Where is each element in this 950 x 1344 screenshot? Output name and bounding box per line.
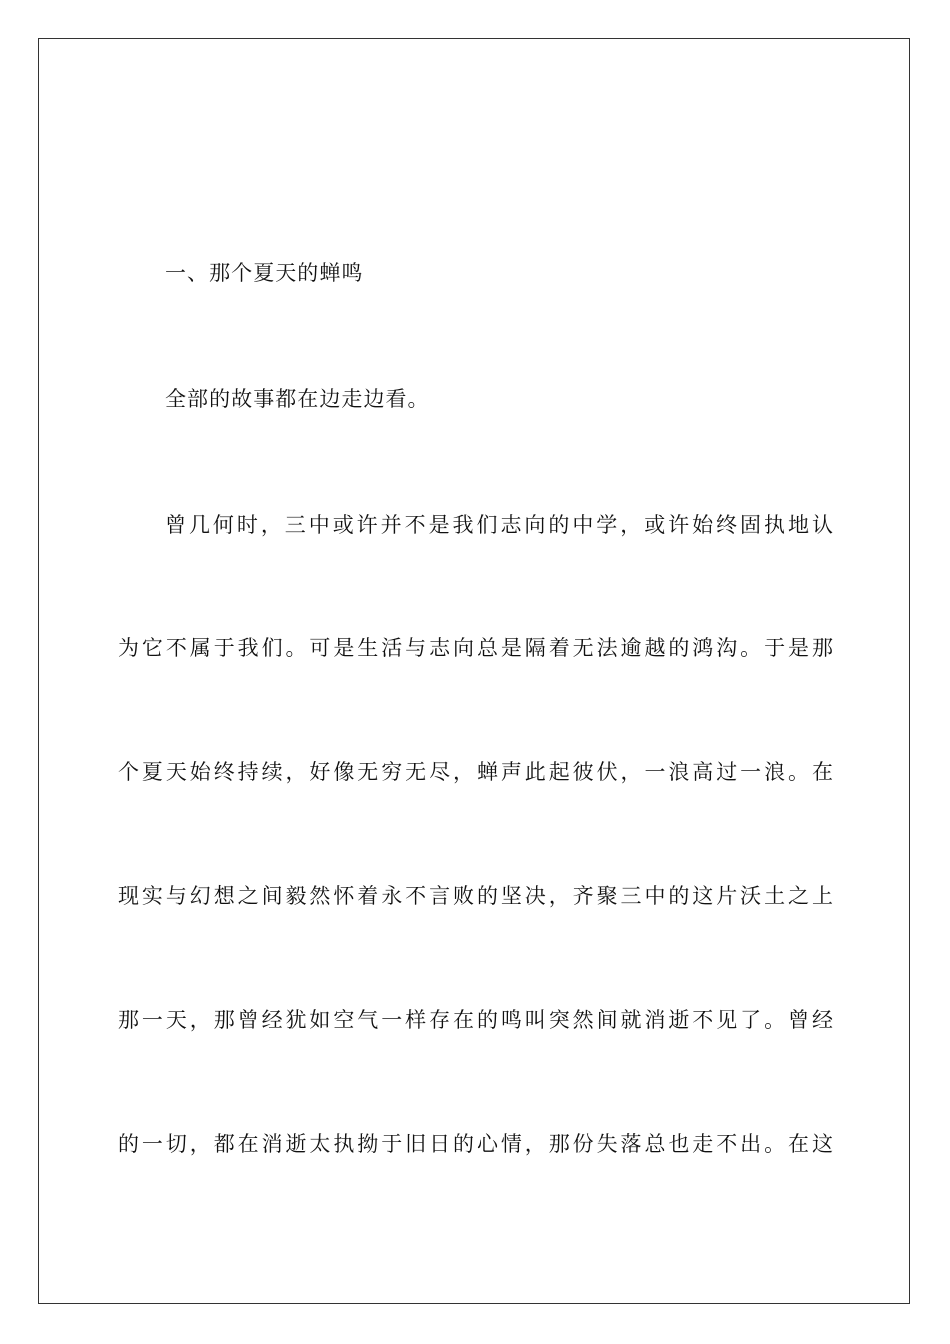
paragraph-line-1: 曾几何时，三中或许并不是我们志向的中学，或许始终固执地认: [165, 513, 834, 537]
paragraph-line-4: 现实与幻想之间毅然怀着永不言败的坚决，齐聚三中的这片沃土之上: [118, 884, 834, 908]
section-heading: 一、那个夏天的蝉鸣: [165, 261, 364, 285]
paragraph-line-2: 为它不属于我们。可是生活与志向总是隔着无法逾越的鸿沟。于是那: [118, 636, 834, 660]
paragraph-line-6: 的一切，都在消逝太执拗于旧日的心情，那份失落总也走不出。在这: [118, 1132, 834, 1156]
paragraph-line-5: 那一天，那曾经犹如空气一样存在的鸣叫突然间就消逝不见了。曾经: [118, 1008, 834, 1032]
page-border: [38, 38, 910, 1304]
paragraph-line-3: 个夏天始终持续，好像无穷无尽，蝉声此起彼伏，一浪高过一浪。在: [118, 760, 834, 784]
paragraph-text: 全部的故事都在边走边看。: [165, 387, 430, 411]
